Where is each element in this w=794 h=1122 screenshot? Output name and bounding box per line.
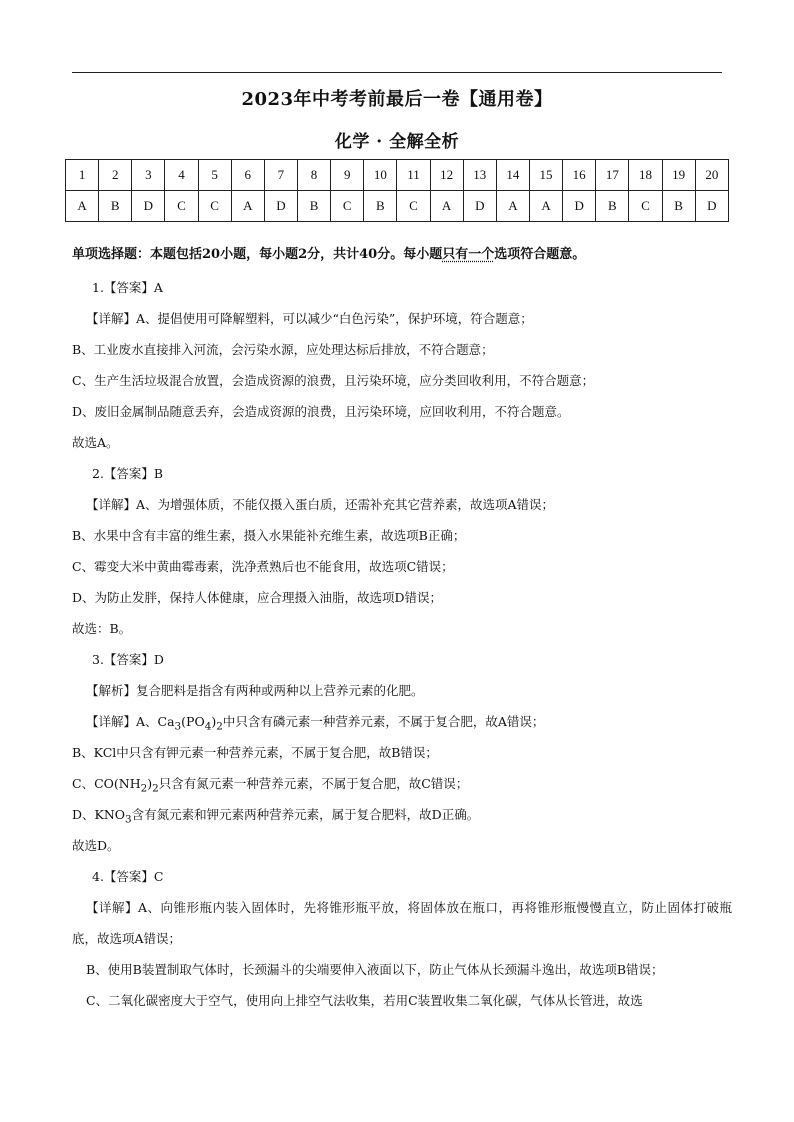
header-rule: [72, 72, 722, 73]
question-number-cell: 2: [99, 160, 132, 191]
q4-answer: 4.【答案】C: [92, 869, 164, 884]
section-heading-tail: 选项符合题意。: [494, 247, 586, 262]
answer-cell: B: [662, 191, 695, 222]
answer-cell: D: [563, 191, 596, 222]
q4-option-b: B、使用B装置制取气体时，长颈漏斗的尖端要伸入液面以下，防止气体从长颈漏斗逸出，故选项B错误；: [86, 962, 664, 977]
q1-detail: 【详解】A、提倡使用可降解塑料，可以减少“白色污染”，保护环境，符合题意；: [86, 311, 533, 326]
answer-cell: D: [264, 191, 297, 222]
q2-option-c: C、霉变大米中黄曲霉毒素，洗净煮熟后也不能食用，故选项C错误；: [72, 559, 454, 574]
answer-cell: B: [99, 191, 132, 222]
q3-c-sub-1: 2: [140, 782, 148, 795]
q3-d-sub: 3: [125, 813, 132, 826]
question-number-cell: 17: [596, 160, 629, 191]
q3-c-post: 只含有氮元素一种营养元素，不属于复合肥，故C错误；: [158, 776, 469, 791]
q3-option-c: [72, 768, 732, 799]
q3-conclusion: 故选D。: [72, 838, 120, 853]
question-number-cell: 12: [430, 160, 463, 191]
question-number-cell: 13: [463, 160, 496, 191]
q3-d-pre: D、KNO: [72, 807, 126, 822]
q3-c-sub-2: 2: [152, 782, 159, 795]
question-number-cell: 1: [66, 160, 99, 191]
answer-cell: A: [66, 191, 99, 222]
answer-cell: B: [297, 191, 330, 222]
q3-c-mid: ): [147, 776, 153, 791]
answer-cell: C: [397, 191, 430, 222]
q3-detail-post: 中只含有磷元素一种营养元素，不属于复合肥，故A错误；: [222, 714, 545, 729]
q3-detail-pre: 【详解】A、Ca: [86, 714, 175, 729]
question-number-cell: 20: [695, 160, 728, 191]
question-number-cell: 15: [529, 160, 562, 191]
question-number-cell: 14: [496, 160, 529, 191]
question-number-cell: 8: [297, 160, 330, 191]
question-number-cell: 3: [132, 160, 165, 191]
question-number-cell: 5: [198, 160, 231, 191]
q3-detail: [72, 706, 732, 737]
q2-option-d: D、为防止发胖，保持人体健康，应合理摄入油脂，故选项D错误；: [72, 590, 443, 605]
q3-answer: 3.【答案】D: [92, 652, 164, 667]
answer-table: [65, 159, 729, 222]
q3-sub-3: 2: [216, 720, 223, 733]
q1-answer: 1.【答案】A: [92, 280, 163, 295]
answer-cell: D: [463, 191, 496, 222]
q1-option-b: B、工业废水直接排入河流，会污染水源，应处理达标后排放，不符合题意；: [72, 342, 494, 357]
page-subtitle: 化学 · 全解全析: [334, 132, 460, 152]
answer-table-answer-row: [66, 191, 729, 222]
q3-d-post: 含有氮元素和钾元素两种营养元素，属于复合肥料，故D正确。: [131, 807, 480, 822]
answer-cell: D: [695, 191, 728, 222]
section-heading-text: 单项选择题：本题包括20小题，每小题2分，共计40分。每小题: [72, 247, 443, 262]
question-number-cell: 7: [264, 160, 297, 191]
q3-analysis: 【解析】复合肥料是指含有两种或两种以上营养元素的化肥。: [86, 683, 424, 698]
q3-detail-mid2: ): [211, 714, 217, 729]
answer-table-number-row: [66, 160, 729, 191]
q3-option-d: [72, 799, 732, 830]
q1-option-c: C、生产生活垃圾混合放置，会造成资源的浪费，且污染环境，应分类回收利用，不符合题意；: [72, 373, 595, 388]
question-number-cell: 18: [629, 160, 662, 191]
answer-cell: A: [496, 191, 529, 222]
answer-cell: A: [529, 191, 562, 222]
q2-option-b: B、水果中含有丰富的维生素，摄入水果能补充维生素，故选项B正确；: [72, 528, 466, 543]
q3-detail-mid: (PO: [181, 714, 205, 729]
explanations: [72, 272, 732, 1016]
q1-option-d: D、废旧金属制品随意丢弃，会造成资源的浪费，且污染环境，应回收利用，不符合题意。: [72, 404, 570, 419]
question-number-cell: 11: [397, 160, 430, 191]
q3-c-pre: C、CO(NH: [72, 776, 141, 791]
q1-conclusion: 故选A。: [72, 435, 119, 450]
question-number-cell: 4: [165, 160, 198, 191]
answer-cell: C: [629, 191, 662, 222]
answer-cell: A: [231, 191, 264, 222]
answer-cell: B: [596, 191, 629, 222]
answer-cell: A: [430, 191, 463, 222]
answer-cell: C: [331, 191, 364, 222]
page-title: 2023年中考考前最后一卷【通用卷】: [241, 89, 553, 110]
q4-option-c: C、二氧化碳密度大于空气，使用向上排空气法收集，若用C装置收集二氧化碳，气体从长管进，故选: [86, 993, 643, 1008]
q2-conclusion: 故选：B。: [72, 621, 132, 636]
q4-detail: 【详解】A、向锥形瓶内装入固体时，先将锥形瓶平放，将固体放在瓶口，再将锥形瓶慢慢直立，防止固体打破瓶底，故选项A错误；: [72, 900, 732, 946]
answer-cell: C: [198, 191, 231, 222]
q2-detail: 【详解】A、为增强体质，不能仅摄入蛋白质，还需补充其它营养素，故选项A错误；: [86, 497, 555, 512]
answer-cell: C: [165, 191, 198, 222]
question-number-cell: 19: [662, 160, 695, 191]
q3-sub-2: 4: [204, 720, 212, 733]
answer-cell: B: [364, 191, 397, 222]
q3-sub-1: 3: [174, 720, 182, 733]
question-number-cell: 10: [364, 160, 397, 191]
question-number-cell: 6: [231, 160, 264, 191]
q3-option-b: B、KCl中只含有钾元素一种营养元素，不属于复合肥，故B错误；: [72, 745, 438, 760]
answer-cell: D: [132, 191, 165, 222]
question-number-cell: 9: [331, 160, 364, 191]
section-heading-emphasis: 只有一个: [442, 247, 495, 262]
question-number-cell: 16: [563, 160, 596, 191]
q2-answer: 2.【答案】B: [92, 466, 164, 481]
section-heading: [72, 243, 752, 262]
